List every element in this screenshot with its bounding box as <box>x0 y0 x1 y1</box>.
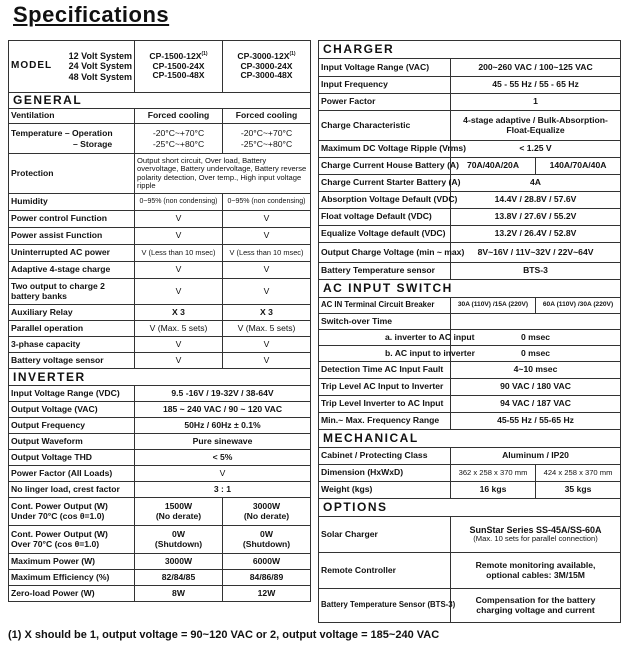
house-label: Charge Current House Battery (A) <box>319 158 451 175</box>
three-phase-v1: V <box>135 337 223 353</box>
dimension-row <box>319 465 621 482</box>
inv-row-6 <box>9 482 311 498</box>
charge-char-label: Charge Characteristic <box>319 111 451 141</box>
footnote: (1) X should be 1, output voltage = 90~120 VAC or 2, output voltage = 185~240 VAC <box>8 629 440 641</box>
temperature-v1 <box>135 124 223 154</box>
temperature-label: Temperature <box>11 128 63 139</box>
aux-relay-v1: X 3 <box>135 305 223 321</box>
charger-header: CHARGER <box>319 41 621 59</box>
right-spec-table <box>318 40 621 623</box>
chg-label-1: Input Frequency <box>319 77 451 94</box>
temperature-st-label: – Storage <box>73 138 113 149</box>
max-power-v2: 6000W <box>223 554 311 570</box>
ventilation-row <box>9 109 311 124</box>
parallel-label: Parallel operation <box>9 321 135 337</box>
adaptive-row <box>9 262 311 279</box>
volt-48: 48 Volt System <box>68 71 132 82</box>
max-ripple-row <box>319 141 621 158</box>
temperature-st2: -25°C~+80°C <box>240 138 293 149</box>
acs-label-2: Trip Level Inverter to AC Input <box>319 396 451 413</box>
solar-label: Solar Charger <box>319 517 451 553</box>
cont-over70-row <box>9 526 311 554</box>
breaker-v1: 30A (110V) /15A (220V) <box>451 298 536 314</box>
solar-v2: (Max. 10 sets for parallel connection) <box>473 534 598 544</box>
page-title: Specifications <box>13 2 170 27</box>
charge-char-value <box>451 111 621 141</box>
adaptive-label: Adaptive 4-stage charge <box>9 262 135 279</box>
inv-label-0: Input Voltage Range (VDC) <box>9 386 135 402</box>
power-control-v2: V <box>223 211 311 228</box>
acs-label-1: Trip Level AC Input to Inverter <box>319 379 451 396</box>
model-col1 <box>135 41 223 93</box>
temperature-op-label: – Operation <box>64 128 113 139</box>
cont-70-v1a: 1500W <box>164 501 193 512</box>
bts-v1: Compensation for the battery <box>475 595 596 606</box>
aux-relay-v2: X 3 <box>223 305 311 321</box>
inv-value-2: 50Hz / 60Hz ± 0.1% <box>135 418 311 434</box>
inv-row-3 <box>9 434 311 450</box>
charge-char-value1: 4-stage adaptive / Bulk-Absorption- <box>463 115 608 126</box>
inv-row-0 <box>9 386 311 402</box>
acs-label-0: Detection Time AC Input Fault <box>319 362 451 379</box>
acs-value-2: 94 VAC / 187 VAC <box>451 396 621 413</box>
sub-value-0: 0 msec <box>451 330 621 346</box>
two-output-v1: V <box>135 279 223 305</box>
inv-label-1: Output Voltage (VAC) <box>9 402 135 418</box>
cont-over70-v1b: (Shutdown) <box>154 538 203 549</box>
mechanical-header: MECHANICAL <box>319 430 621 448</box>
model-note-2: (1) <box>289 50 296 57</box>
chg2-value-5: BTS-3 <box>451 263 621 280</box>
protection-value: Output short circuit, Over load, Battery overvoltage, Battery undervoltage, Battery reverse polarity detection, Over temp., High input voltage ripple <box>135 154 311 194</box>
remote-v2: optional cables: 3M/15M <box>486 569 585 580</box>
zero-load-v1: 8W <box>135 586 223 602</box>
model-label: MODEL <box>11 60 53 72</box>
ups-v2: V (Less than 10 msec) <box>223 245 311 262</box>
cont-over70-v2b: (Shutdown) <box>242 538 291 549</box>
batt-sensor-v1: V <box>135 353 223 369</box>
max-power-v1: 3000W <box>135 554 223 570</box>
zero-load-label: Zero-load Power (W) <box>9 586 135 602</box>
power-control-v1: V <box>135 211 223 228</box>
ac-switch-header: AC INPUT SWITCH <box>319 280 621 298</box>
ventilation-v1: Forced cooling <box>135 109 223 124</box>
three-phase-label: 3-phase capacity <box>9 337 135 353</box>
inv-label-6: No linger load, crest factor <box>9 482 135 498</box>
cabinet-label: Cabinet / Protecting Class <box>319 448 451 465</box>
three-phase-v2: V <box>223 337 311 353</box>
cont-70-label <box>9 498 135 526</box>
left-spec-table <box>8 40 311 602</box>
parallel-v2: V (Max. 5 sets) <box>223 321 311 337</box>
breaker-label: AC IN Terminal Circuit Breaker <box>319 298 451 314</box>
chg2-value-2: 13.8V / 27.6V / 55.2V <box>451 209 621 226</box>
max-eff-v1: 82/84/85 <box>135 570 223 586</box>
cont-70-v1 <box>135 498 223 526</box>
acs-row-1 <box>319 379 621 396</box>
aux-relay-label: Auxiliary Relay <box>9 305 135 321</box>
sub-row-1 <box>319 346 621 362</box>
inv-label-4: Output Voltage THD <box>9 450 135 466</box>
chg2-label-3: Equalize Voltage default (VDC) <box>319 226 451 243</box>
cont-70-v2b: (No derate) <box>243 510 290 521</box>
weight-v2: 35 kgs <box>536 482 621 499</box>
protection-row <box>9 154 311 194</box>
ups-label: Uninterrupted AC power <box>9 245 135 262</box>
power-control-row <box>9 211 311 228</box>
dimension-v2: 424 x 258 x 370 mm <box>536 465 621 482</box>
bts-row <box>319 589 621 623</box>
two-output-label: Two output to charge 2 battery banks <box>9 279 135 305</box>
sub-row-0 <box>319 330 621 346</box>
power-assist-v2: V <box>223 228 311 245</box>
zero-load-row <box>9 586 311 602</box>
cont-over70-v1 <box>135 526 223 554</box>
weight-v1: 16 kgs <box>451 482 536 499</box>
cont-over70-label1: Cont. Power Output (W) <box>11 529 108 540</box>
bts-v2: charging voltage and current <box>476 604 595 615</box>
max-power-row <box>9 554 311 570</box>
remote-row <box>319 553 621 589</box>
temperature-label-cell <box>9 124 135 154</box>
inv-row-1 <box>9 402 311 418</box>
protection-label: Protection <box>9 154 135 194</box>
house-row <box>319 158 621 175</box>
options-header: OPTIONS <box>319 499 621 517</box>
chg2-value-1: 14.4V / 28.8V / 57.6V <box>451 192 621 209</box>
acs-label-3: Min.~ Max. Frequency Range <box>319 413 451 430</box>
chg2-row-5 <box>319 263 621 280</box>
acs-row-2 <box>319 396 621 413</box>
chg2-label-5: Battery Temperature sensor <box>319 263 451 280</box>
batt-sensor-v2: V <box>223 353 311 369</box>
adaptive-v2: V <box>223 262 311 279</box>
chg2-row-2 <box>319 209 621 226</box>
inv-label-5: Power Factor (All Loads) <box>9 466 135 482</box>
model-cp3000-12: CP-3000-12X <box>237 50 290 61</box>
cabinet-row <box>319 448 621 465</box>
chg2-label-2: Float voltage Default (VDC) <box>319 209 451 226</box>
inv-label-2: Output Frequency <box>9 418 135 434</box>
two-output-v2: V <box>223 279 311 305</box>
general-header: GENERAL <box>9 93 311 109</box>
batt-sensor-label: Battery voltage sensor <box>9 353 135 369</box>
sub-label-0: a. inverter to AC input <box>319 330 451 346</box>
model-cp3000-24: CP-3000-24X <box>240 60 293 71</box>
cont-70-label2: Under 70°C (cos θ=1.0) <box>11 510 105 521</box>
cont-over70-v2 <box>223 526 311 554</box>
temperature-op1: -20°C~+70°C <box>152 128 205 139</box>
humidity-label: Humidity <box>9 194 135 211</box>
model-note-1: (1) <box>201 50 208 57</box>
cont-over70-label2: Over 70°C (cos θ=1.0) <box>11 538 100 549</box>
acs-row-0 <box>319 362 621 379</box>
model-cell <box>9 41 135 93</box>
acs-value-3: 45-55 Hz / 55-65 Hz <box>451 413 621 430</box>
chg-row-2 <box>319 94 621 111</box>
chg2-row-1 <box>319 192 621 209</box>
parallel-v1: V (Max. 5 sets) <box>135 321 223 337</box>
inv-value-0: 9.5 -16V / 19-32V / 38-64V <box>135 386 311 402</box>
solar-row <box>319 517 621 553</box>
solar-v1: SunStar Series SS-45A/SS-60A <box>469 524 602 535</box>
max-eff-label: Maximum Efficiency (%) <box>9 570 135 586</box>
inv-row-5 <box>9 466 311 482</box>
model-row <box>9 41 311 93</box>
chg2-label-1: Absorption Voltage Default (VDC) <box>319 192 451 209</box>
chg2-label-4: Output Charge Voltage (min ~ max) <box>319 243 451 263</box>
dimension-label: Dimension (HxWxD) <box>319 465 451 482</box>
humidity-row <box>9 194 311 211</box>
remote-v1: Remote monitoring available, <box>475 560 596 571</box>
chg2-row-3 <box>319 226 621 243</box>
charge-char-row <box>319 111 621 141</box>
ups-v1: V (Less than 10 msec) <box>135 245 223 262</box>
max-power-label: Maximum Power (W) <box>9 554 135 570</box>
volt-24: 24 Volt System <box>68 61 132 72</box>
three-phase-row <box>9 337 311 353</box>
cont-70-label1: Cont. Power Output (W) <box>11 501 108 512</box>
remote-value <box>451 553 621 589</box>
cont-70-v2a: 3000W <box>252 501 281 512</box>
chg2-row-0 <box>319 175 621 192</box>
max-eff-v2: 84/86/89 <box>223 570 311 586</box>
bts-value <box>451 589 621 623</box>
inv-label-3: Output Waveform <box>9 434 135 450</box>
sub-value-1: 0 msec <box>451 346 621 362</box>
switch-over-empty <box>451 314 621 330</box>
weight-label: Weight (kgs) <box>319 482 451 499</box>
model-cp1500-48: CP-1500-48X <box>152 70 205 81</box>
power-assist-row <box>9 228 311 245</box>
model-col2 <box>223 41 311 93</box>
inv-value-6: 3 : 1 <box>135 482 311 498</box>
two-output-row <box>9 279 311 305</box>
parallel-row <box>9 321 311 337</box>
temperature-v2 <box>223 124 311 154</box>
cont-over70-v1a: 0W <box>172 529 185 540</box>
model-cp3000-48: CP-3000-48X <box>240 70 293 81</box>
aux-relay-row <box>9 305 311 321</box>
max-ripple-value: < 1.25 V <box>451 141 621 158</box>
adaptive-v1: V <box>135 262 223 279</box>
remote-label: Remote Controller <box>319 553 451 589</box>
power-assist-label: Power assist Function <box>9 228 135 245</box>
chg-row-0 <box>319 59 621 77</box>
cont-70-v2 <box>223 498 311 526</box>
model-cp1500-12: CP-1500-12X <box>149 50 202 61</box>
acs-row-3 <box>319 413 621 430</box>
chg2-value-4: 8V~16V / 11V~32V / 22V~64V <box>451 243 621 263</box>
chg-row-1 <box>319 77 621 94</box>
zero-load-v2: 12W <box>223 586 311 602</box>
inv-value-5: V <box>135 466 311 482</box>
power-assist-v1: V <box>135 228 223 245</box>
inverter-header: INVERTER <box>9 369 311 386</box>
acs-value-1: 90 VAC / 180 VAC <box>451 379 621 396</box>
cabinet-value: Aluminum / IP20 <box>451 448 621 465</box>
dimension-v1: 362 x 258 x 370 mm <box>451 465 536 482</box>
sub-label-1: b. AC input to inverter <box>319 346 451 362</box>
chg-value-1: 45 - 55 Hz / 55 - 65 Hz <box>451 77 621 94</box>
batt-sensor-row <box>9 353 311 369</box>
power-control-label: Power control Function <box>9 211 135 228</box>
chg-value-0: 200~260 VAC / 100~125 VAC <box>451 59 621 77</box>
acs-value-0: 4~10 msec <box>451 362 621 379</box>
charge-char-value2: Float-Equalize <box>506 124 565 135</box>
temperature-op2: -20°C~+70°C <box>240 128 293 139</box>
chg-label-0: Input Voltage Range (VAC) <box>319 59 451 77</box>
max-ripple-label: Maximum DC Voltage Ripple (Vrms) <box>319 141 451 158</box>
bts-label: Battery Temperature Sensor (BTS-3) <box>319 589 451 623</box>
breaker-v2: 60A (110V) /30A (220V) <box>536 298 621 314</box>
ups-row <box>9 245 311 262</box>
max-eff-row <box>9 570 311 586</box>
chg2-label-0: Charge Current Starter Battery (A) <box>319 175 451 192</box>
cont-70-row <box>9 498 311 526</box>
humidity-v2: 0~95% (non condensing) <box>223 194 311 211</box>
temperature-row <box>9 124 311 154</box>
cont-70-v1b: (No derate) <box>155 510 202 521</box>
breaker-row <box>319 298 621 314</box>
cont-over70-label <box>9 526 135 554</box>
weight-row <box>319 482 621 499</box>
chg2-value-3: 13.2V / 26.4V / 52.8V <box>451 226 621 243</box>
volt-12: 12 Volt System <box>68 50 132 61</box>
house-v1: 70A/40A/20A <box>451 158 536 175</box>
cont-over70-v2a: 0W <box>260 529 273 540</box>
house-v2: 140A/70A/40A <box>536 158 621 175</box>
chg2-value-0: 4A <box>451 175 621 192</box>
ventilation-v2: Forced cooling <box>223 109 311 124</box>
solar-value <box>451 517 621 553</box>
chg-value-2: 1 <box>451 94 621 111</box>
chg2-row-4 <box>319 243 621 263</box>
ventilation-label: Ventilation <box>9 109 135 124</box>
inv-row-4 <box>9 450 311 466</box>
inv-row-2 <box>9 418 311 434</box>
inv-value-1: 185 ~ 240 VAC / 90 ~ 120 VAC <box>135 402 311 418</box>
switch-over-row <box>319 314 621 330</box>
inv-value-4: < 5% <box>135 450 311 466</box>
humidity-v1: 0~95% (non condensing) <box>135 194 223 211</box>
model-cp1500-24: CP-1500-24X <box>152 60 205 71</box>
switch-over-label: Switch-over Time <box>319 314 451 330</box>
chg-label-2: Power Factor <box>319 94 451 111</box>
temperature-st1: -25°C~+80°C <box>152 138 205 149</box>
inv-value-3: Pure sinewave <box>135 434 311 450</box>
